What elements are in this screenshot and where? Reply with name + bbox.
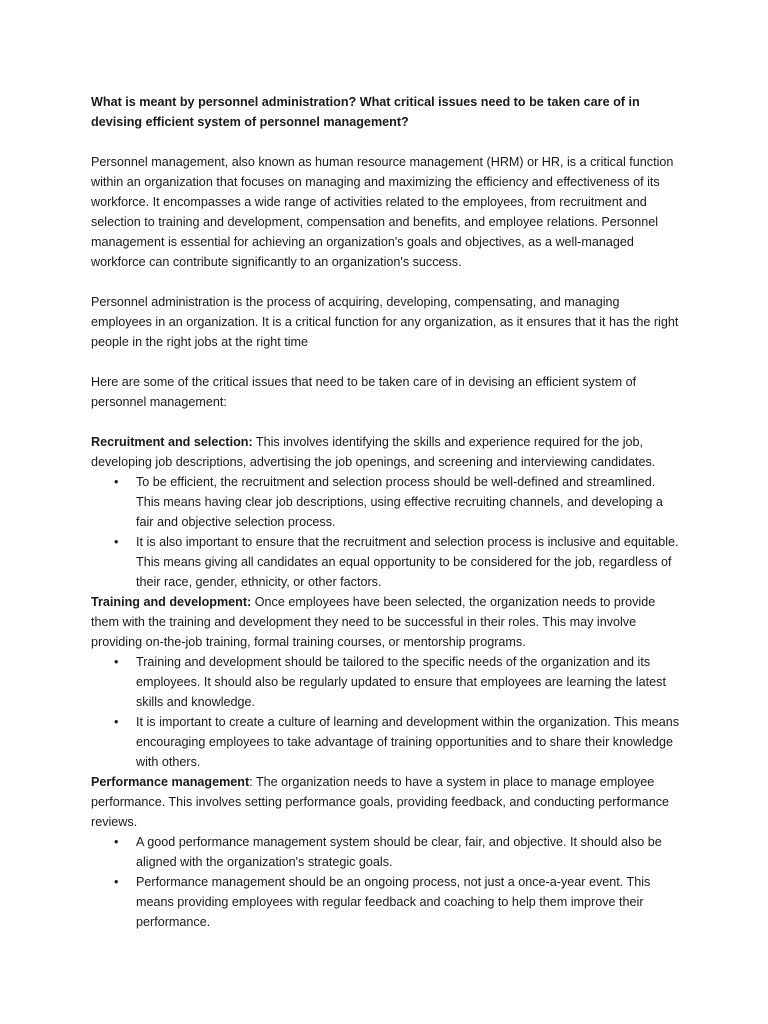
list-item: [91, 532, 681, 592]
list-item: [91, 832, 681, 872]
list-item-text: Training and development should be tailored to the specific needs of the organization and its employees. It should also be regularly updated to ensure that employees are learning the latest skills and knowledge.: [136, 655, 666, 709]
section-label: Performance management: [91, 775, 250, 789]
list-item-text: It is also important to ensure that the recruitment and selection process is inclusive and equitable. This means giving all candidates an equal opportunity to be considered for the job, regardless of their race, gender, ethnicity, or other factors.: [136, 535, 679, 589]
issues-intro-paragraph: Here are some of the critical issues that need to be taken care of in devising an efficient system of personnel management:: [91, 375, 637, 409]
list-item-text: A good performance management system should be clear, fair, and objective. It should also be aligned with the organization's strategic goals.: [136, 835, 662, 869]
definition-paragraph: Personnel administration is the process of acquiring, developing, compensating, and managing employees in an organization. It is a critical function for any organization, as it ensures that it has the right people in the right jobs at the right time: [91, 295, 679, 349]
list-item-text: It is important to create a culture of learning and development within the organization. This means encouraging employees to take advantage of training opportunities and to share their knowledge with others.: [136, 715, 680, 769]
section-text: This involves identifying the skills and experience required for the job, developing job descriptions, advertising the job openings, and screening and interviewing candidates.: [91, 435, 656, 469]
list-item: [91, 712, 681, 772]
bullet-list: [91, 832, 681, 932]
intro-paragraph: Personnel management, also known as human resource management (HRM) or HR, is a critical function within an organization that focuses on managing and maximizing the efficiency and effectiveness of its workforce. It encompasses a wide range of activities related to the employees, from recruitment and selection to training and development, compensation and benefits, and employee relations. Personnel management is essential for achieving an organization's goals and objectives, as a well-managed workforce can contribute significantly to an organization's success.: [91, 155, 674, 269]
list-item: [91, 652, 681, 712]
section-label: Recruitment and selection:: [91, 435, 253, 449]
bullet-icon: •: [114, 875, 119, 889]
section-paragraph: [91, 432, 681, 472]
question-heading: What is meant by personnel administration? What critical issues need to be taken care of in devising efficient system of personnel management?: [91, 95, 640, 129]
section-paragraph: [91, 592, 681, 652]
bullet-icon: •: [114, 655, 119, 669]
section-text: Once employees have been selected, the organization needs to provide them with the training and development they need to be successful in their roles. This may involve providing on-the-job training, formal training courses, or mentorship programs.: [91, 595, 656, 649]
bullet-icon: •: [114, 475, 119, 489]
bullet-icon: •: [114, 535, 119, 549]
document-body: [91, 92, 681, 932]
section-text: : The organization needs to have a system in place to manage employee performance. This involves setting performance goals, providing feedback, and conducting performance reviews.: [91, 775, 670, 829]
bullet-list: [91, 472, 681, 592]
section-label: Training and development:: [91, 595, 252, 609]
section-recruitment: [91, 432, 681, 592]
list-item-text: To be efficient, the recruitment and selection process should be well-defined and streamlined. This means having clear job descriptions, using effective recruiting channels, and developing a fair and objective selection process.: [136, 475, 663, 529]
bullet-icon: •: [114, 715, 119, 729]
bullet-icon: •: [114, 835, 119, 849]
section-paragraph: [91, 772, 681, 832]
list-item: [91, 472, 681, 532]
section-performance: [91, 772, 681, 932]
list-item-text: Performance management should be an ongoing process, not just a once-a-year event. This means providing employees with regular feedback and coaching to help them improve their performance.: [136, 875, 651, 929]
list-item: [91, 872, 681, 932]
section-training: [91, 592, 681, 772]
bullet-list: [91, 652, 681, 772]
